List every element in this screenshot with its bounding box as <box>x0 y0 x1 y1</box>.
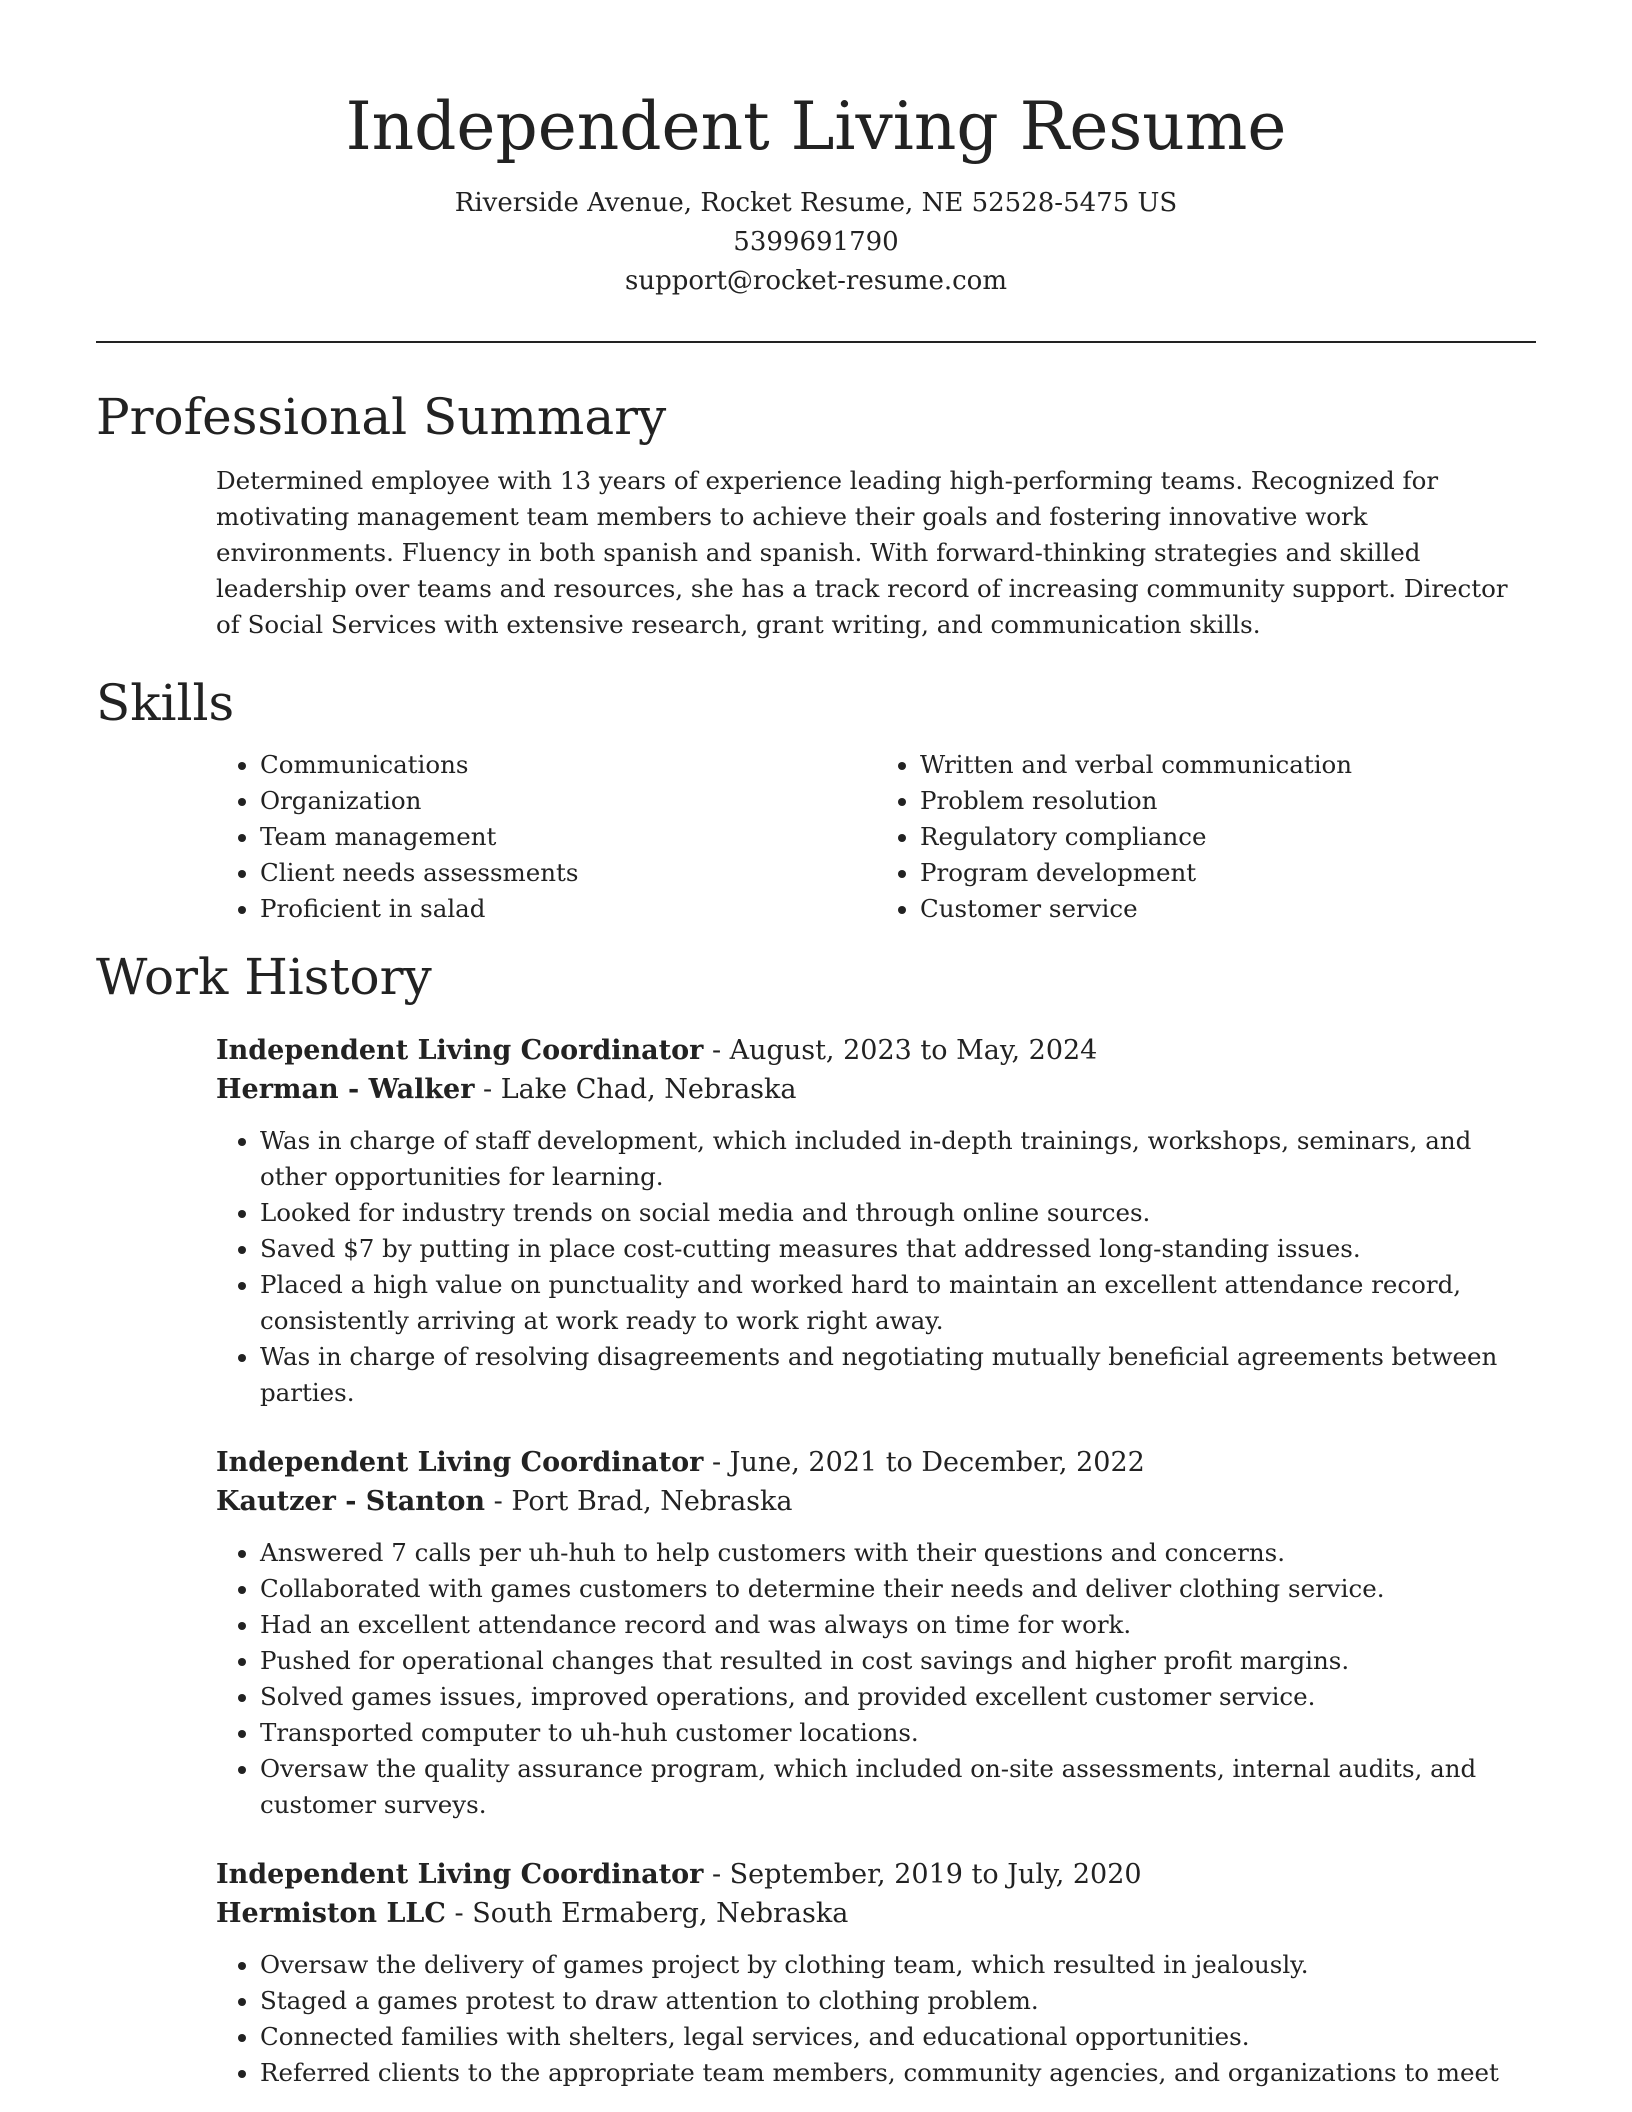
job-separator: - <box>703 1447 730 1478</box>
job-location: Lake Chad, Nebraska <box>500 1074 797 1105</box>
skill-item: • Regulatory compliance <box>920 819 1536 855</box>
job-entry <box>216 1443 1536 1823</box>
job-separator: - <box>703 1035 730 1066</box>
job-bullet: • Oversaw the delivery of games project by clothing team, which resulted in jealously. <box>260 1947 1536 1983</box>
job-bullet: • Was in charge of staff development, which included in-depth trainings, workshops, seminars, and other opportunities for learning. <box>260 1123 1536 1195</box>
job-company-line <box>216 1482 1536 1521</box>
skill-item: • Program development <box>920 855 1536 891</box>
resume-header <box>96 0 1536 301</box>
header-divider <box>96 341 1536 343</box>
job-bullet: • Staged a games protest to draw attention to clothing problem. <box>260 1983 1536 2019</box>
professional-summary-heading: Professional Summary <box>96 388 667 446</box>
job-separator: - <box>445 1898 473 1929</box>
skills-heading: Skills <box>96 674 235 732</box>
job-bullet: • Saved $7 by putting in place cost-cutting measures that addressed long-standing issues. <box>260 1231 1536 1267</box>
job-dates: September, 2019 to July, 2020 <box>729 1859 1142 1890</box>
professional-summary-text: Determined employee with 13 years of experience leading high-performing teams. Recognized for motivating management team members to achieve their goals and fostering innovative work environments. Fluency in both spanish and spanish. With forward-thinking strategies and skilled leadership over teams and resources, she has a track record of increasing community support. Director of Social Services with extensive research, grant writing, and communication skills. <box>216 466 1508 639</box>
resume-title: Independent Living Resume <box>345 88 1287 165</box>
skill-item: • Client needs assessments <box>260 855 876 891</box>
work-history-heading: Work History <box>96 948 432 1006</box>
skill-item: • Team management <box>260 819 876 855</box>
skill-item: • Organization <box>260 783 876 819</box>
contact-phone: 5399691790 <box>733 227 899 257</box>
job-bullet: • Oversaw the quality assurance program, which included on-site assessments, internal audits, and customer surveys. <box>260 1751 1536 1823</box>
job-bullet: • Transported computer to uh-huh customer locations. <box>260 1715 1536 1751</box>
skills-column-right <box>876 747 1536 927</box>
skill-item: • Written and verbal communication <box>920 747 1536 783</box>
job-bullets <box>216 1947 1536 2091</box>
job-title-line <box>216 1855 1536 1894</box>
job-company: Hermiston LLC <box>216 1898 446 1929</box>
job-title: Independent Living Coordinator <box>216 1035 704 1066</box>
professional-summary-section <box>96 385 1536 643</box>
job-title: Independent Living Coordinator <box>216 1859 704 1890</box>
resume-page <box>96 0 1536 2091</box>
job-company-line <box>216 1894 1536 1933</box>
job-bullets <box>216 1123 1536 1411</box>
job-title: Independent Living Coordinator <box>216 1447 704 1478</box>
job-location: South Ermaberg, Nebraska <box>472 1898 849 1929</box>
skill-item: • Problem resolution <box>920 783 1536 819</box>
job-bullet: • Placed a high value on punctuality and worked hard to maintain an excellent attendance record, consistently arriving at work ready to work right away. <box>260 1267 1536 1339</box>
job-bullet: • Solved games issues, improved operations, and provided excellent customer service. <box>260 1679 1536 1715</box>
skill-item: • Communications <box>260 747 876 783</box>
job-location: Port Brad, Nebraska <box>511 1486 793 1517</box>
job-bullet: • Collaborated with games customers to determine their needs and deliver clothing service. <box>260 1571 1536 1607</box>
job-company: Herman - Walker <box>216 1074 475 1105</box>
job-title-line <box>216 1443 1536 1482</box>
job-bullet: • Answered 7 calls per uh-huh to help customers with their questions and concerns. <box>260 1535 1536 1571</box>
job-dates: August, 2023 to May, 2024 <box>729 1035 1098 1066</box>
job-separator: - <box>485 1486 512 1517</box>
skills-column-left <box>216 747 876 927</box>
job-separator: - <box>703 1859 730 1890</box>
job-bullet: • Had an excellent attendance record and was always on time for work. <box>260 1607 1536 1643</box>
contact-address: Riverside Avenue, Rocket Resume, NE 52528-5475 US <box>454 188 1178 218</box>
job-separator: - <box>474 1074 501 1105</box>
skills-grid <box>216 747 1536 927</box>
job-bullets <box>216 1535 1536 1823</box>
work-history-section <box>96 945 1536 2091</box>
job-bullet: • Connected families with shelters, legal services, and educational opportunities. <box>260 2019 1536 2055</box>
job-entry <box>216 1855 1536 2091</box>
job-company-line <box>216 1070 1536 1109</box>
job-bullet: • Looked for industry trends on social media and through online sources. <box>260 1195 1536 1231</box>
contact-info <box>96 184 1536 301</box>
job-bullet: • Was in charge of resolving disagreements and negotiating mutually beneficial agreements between parties. <box>260 1339 1536 1411</box>
contact-email: support@rocket-resume.com <box>624 266 1007 296</box>
job-title-line <box>216 1031 1536 1070</box>
job-bullet: • Pushed for operational changes that resulted in cost savings and higher profit margins. <box>260 1643 1536 1679</box>
job-entry <box>216 1031 1536 1411</box>
skills-section <box>96 671 1536 927</box>
job-bullet: • Referred clients to the appropriate team members, community agencies, and organizations to meet <box>260 2055 1536 2091</box>
job-dates: June, 2021 to December, 2022 <box>729 1447 1145 1478</box>
skill-item: • Proficient in salad <box>260 891 876 927</box>
skill-item: • Customer service <box>920 891 1536 927</box>
job-company: Kautzer - Stanton <box>216 1486 486 1517</box>
